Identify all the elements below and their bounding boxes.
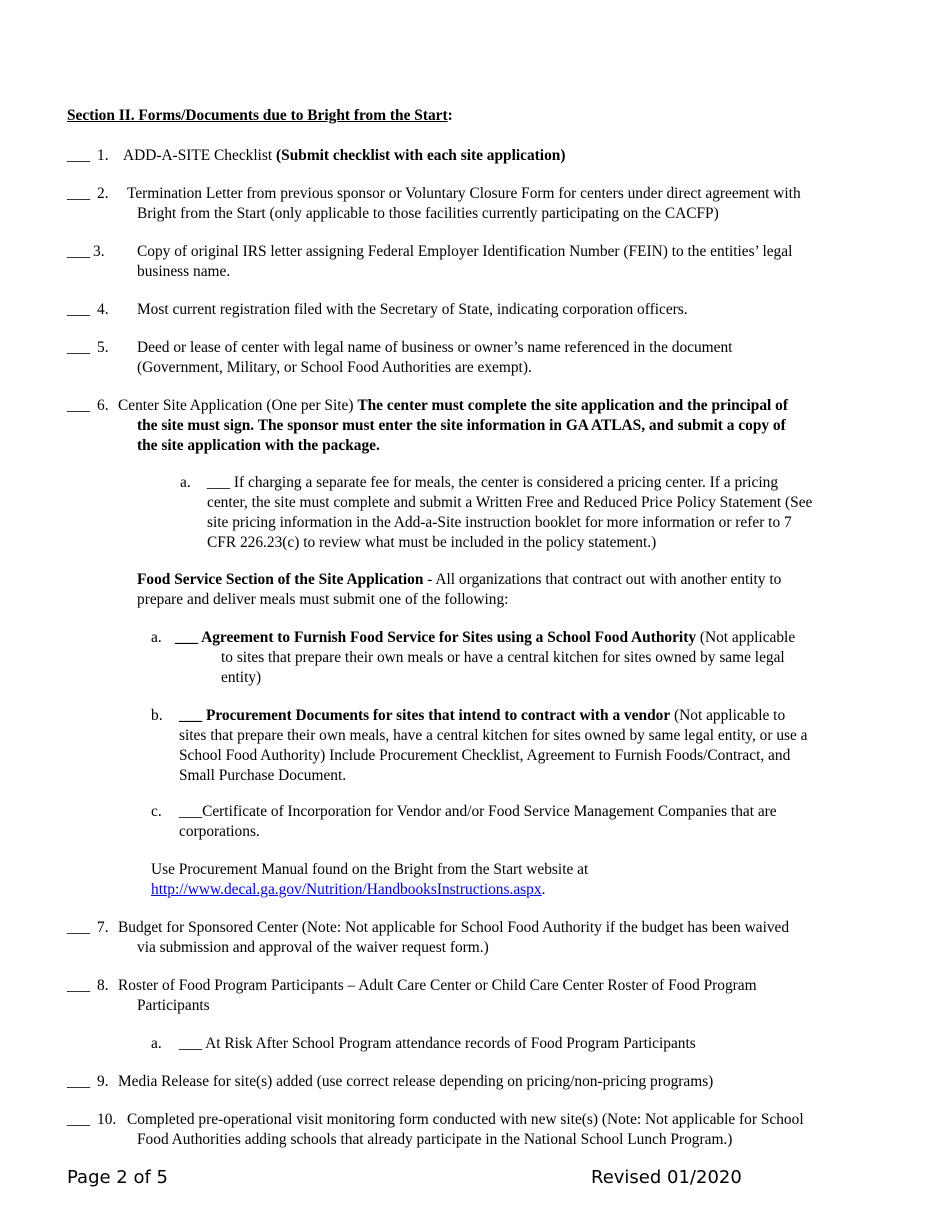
item-number: 8. [97, 977, 109, 994]
option-letter: a. [151, 629, 162, 646]
checkbox-blank: ___ [67, 301, 91, 318]
sub-item-text-line: site pricing information in the Add-a-Site instruction booklet for more information or refer to 7 [207, 514, 792, 531]
checkbox-blank: ___ [67, 243, 91, 260]
item-number: 2. [97, 185, 109, 202]
checklist-item-7 [67, 918, 887, 958]
item-text-line [67, 146, 887, 166]
checklist-item-2 [67, 184, 887, 224]
checkbox-blank: ___ [67, 1073, 91, 1090]
checklist-item-9 [67, 1072, 887, 1092]
procurement-manual-link[interactable]: http://www.decal.ga.gov/Nutrition/HandbooksInstructions.aspx [151, 881, 542, 898]
item-text-line: Deed or lease of center with legal name of business or owner’s name referenced in the document [137, 339, 733, 356]
option-text-line: corporations. [179, 823, 260, 840]
footer-revised-date: Revised 01/2020 [591, 1167, 742, 1188]
food-service-option-b [151, 706, 871, 786]
item-text-line: Media Release for site(s) added (use correct release depending on pricing/non-pricing programs) [118, 1073, 714, 1090]
food-service-paragraph [137, 570, 897, 610]
item-text-line: Participants [137, 997, 210, 1014]
option-text: (Not applicable to [670, 707, 786, 724]
checkbox-blank: ___ [67, 919, 91, 936]
item-text-line: Completed pre-operational visit monitoring form conducted with new site(s) (Note: Not applicable for School [127, 1111, 804, 1128]
section-title: Section II. Forms/Documents due to Bright from the Start [67, 107, 448, 124]
item-text: ADD-A-SITE Checklist [123, 147, 277, 164]
section-heading [67, 106, 453, 126]
option-text-line: ___Certificate of Incorporation for Vendor and/or Food Service Management Companies that are [179, 803, 777, 820]
item-number: 6. [97, 397, 109, 414]
checklist-item-4 [67, 300, 887, 320]
checklist-item-8 [67, 976, 887, 1016]
item-text-line: business name. [137, 263, 231, 280]
option-letter: b. [151, 707, 163, 724]
item-text-line: Food Authorities adding schools that already participate in the National School Lunch Program.) [137, 1131, 733, 1148]
item-text-line: Copy of original IRS letter assigning Federal Employer Identification Number (FEIN) to the entities’ legal [137, 243, 793, 260]
item-number: 9. [97, 1073, 109, 1090]
item-number: 4. [97, 301, 109, 318]
option-text-line: sites that prepare their own meals, have a central kitchen for sites owned by same legal entity, or use a [179, 727, 808, 744]
paragraph-line [137, 570, 897, 590]
item-text-bold: (Submit checklist with each site application) [276, 147, 566, 164]
option-text-line: to sites that prepare their own meals or have a central kitchen for sites owned by same legal [221, 649, 785, 666]
item-text-line: Most current registration filed with the Secretary of State, indicating corporation officers. [137, 301, 688, 318]
item-text-line: Roster of Food Program Participants – Adult Care Center or Child Care Center Roster of Food Program [118, 977, 757, 994]
sub-item-letter: a. [180, 474, 191, 491]
checkbox-blank: ___ [67, 339, 91, 356]
option-text-line [151, 628, 871, 648]
option-title: Procurement Documents for sites that intend to contract with a vendor [202, 707, 671, 724]
sub-item-text-line: ___ If charging a separate fee for meals, the center is considered a pricing center. If a pricing [207, 474, 779, 491]
checkbox-blank: ___ [179, 707, 203, 724]
sub-item-8a [151, 1034, 871, 1054]
paragraph-line: prepare and deliver meals must submit one of the following: [137, 591, 509, 608]
footer-page-number: Page 2 of 5 [67, 1167, 168, 1188]
food-service-option-a [151, 628, 871, 688]
item-text-line: (Government, Military, or School Food Authorities are exempt). [137, 359, 532, 376]
checklist-item-10 [67, 1110, 887, 1150]
item-number: 5. [97, 339, 109, 356]
section-title-colon: : [447, 107, 453, 124]
item-number: 7. [97, 919, 109, 936]
sub-item-text-line: ___ At Risk After School Program attendance records of Food Program Participants [179, 1035, 696, 1052]
paragraph-line [151, 880, 911, 900]
checklist-item-6 [67, 396, 887, 456]
checklist-item-5 [67, 338, 887, 378]
checklist-item-1 [67, 146, 887, 166]
item-text-line: the site application with the package. [137, 437, 380, 454]
sub-item-6a [180, 473, 900, 553]
item-number: 3. [93, 243, 105, 260]
option-text-line: Small Purchase Document. [179, 767, 347, 784]
checkbox-blank: ___ [67, 397, 91, 414]
sentence-end: . [541, 881, 546, 898]
item-number: 1. [97, 147, 109, 164]
option-title: Agreement to Furnish Food Service for Sites using a School Food Authority [198, 629, 697, 646]
food-service-option-c [151, 802, 871, 842]
item-text-line: Bright from the Start (only applicable to those facilities currently participating on the CACFP) [137, 205, 719, 222]
checkbox-blank: ___ [67, 1111, 91, 1128]
checkbox-blank: ___ [67, 147, 91, 164]
checkbox-blank: ___ [67, 977, 91, 994]
sub-item-letter: a. [151, 1035, 162, 1052]
option-letter: c. [151, 803, 162, 820]
item-text-line: the site must sign. The sponsor must enter the site information in GA ATLAS, and submit a copy of [137, 417, 786, 434]
item-text-line: Termination Letter from previous sponsor or Voluntary Closure Form for centers under direct agreement with [127, 185, 801, 202]
item-number: 10. [97, 1111, 117, 1128]
option-text-line: entity) [221, 669, 262, 686]
sub-item-text-line: CFR 226.23(c) to review what must be included in the policy statement.) [207, 534, 657, 551]
food-service-title: Food Service Section of the Site Application [137, 571, 424, 588]
procurement-manual-paragraph [151, 860, 911, 900]
paragraph-line: Use Procurement Manual found on the Bright from the Start website at [151, 861, 589, 878]
item-text-line: Budget for Sponsored Center (Note: Not applicable for School Food Authority if the budget has been waived [118, 919, 790, 936]
checklist-item-3 [67, 242, 887, 282]
sub-item-text-line: center, the site must complete and submit a Written Free and Reduced Price Policy Statement (See [207, 494, 813, 511]
option-text: (Not applicable [696, 629, 796, 646]
item-text-line [67, 396, 887, 416]
item-text-line: via submission and approval of the waiver request form.) [137, 939, 489, 956]
item-text: Center Site Application (One per Site) [118, 397, 358, 414]
paragraph-text: - All organizations that contract out with another entity to [423, 571, 782, 588]
option-text-line [151, 706, 871, 726]
item-text-bold: The center must complete the site application and the principal of [357, 397, 788, 414]
checkbox-blank: ___ [175, 629, 199, 646]
checkbox-blank: ___ [67, 185, 91, 202]
option-text-line: School Food Authority) Include Procurement Checklist, Agreement to Furnish Foods/Contract, and [179, 747, 791, 764]
